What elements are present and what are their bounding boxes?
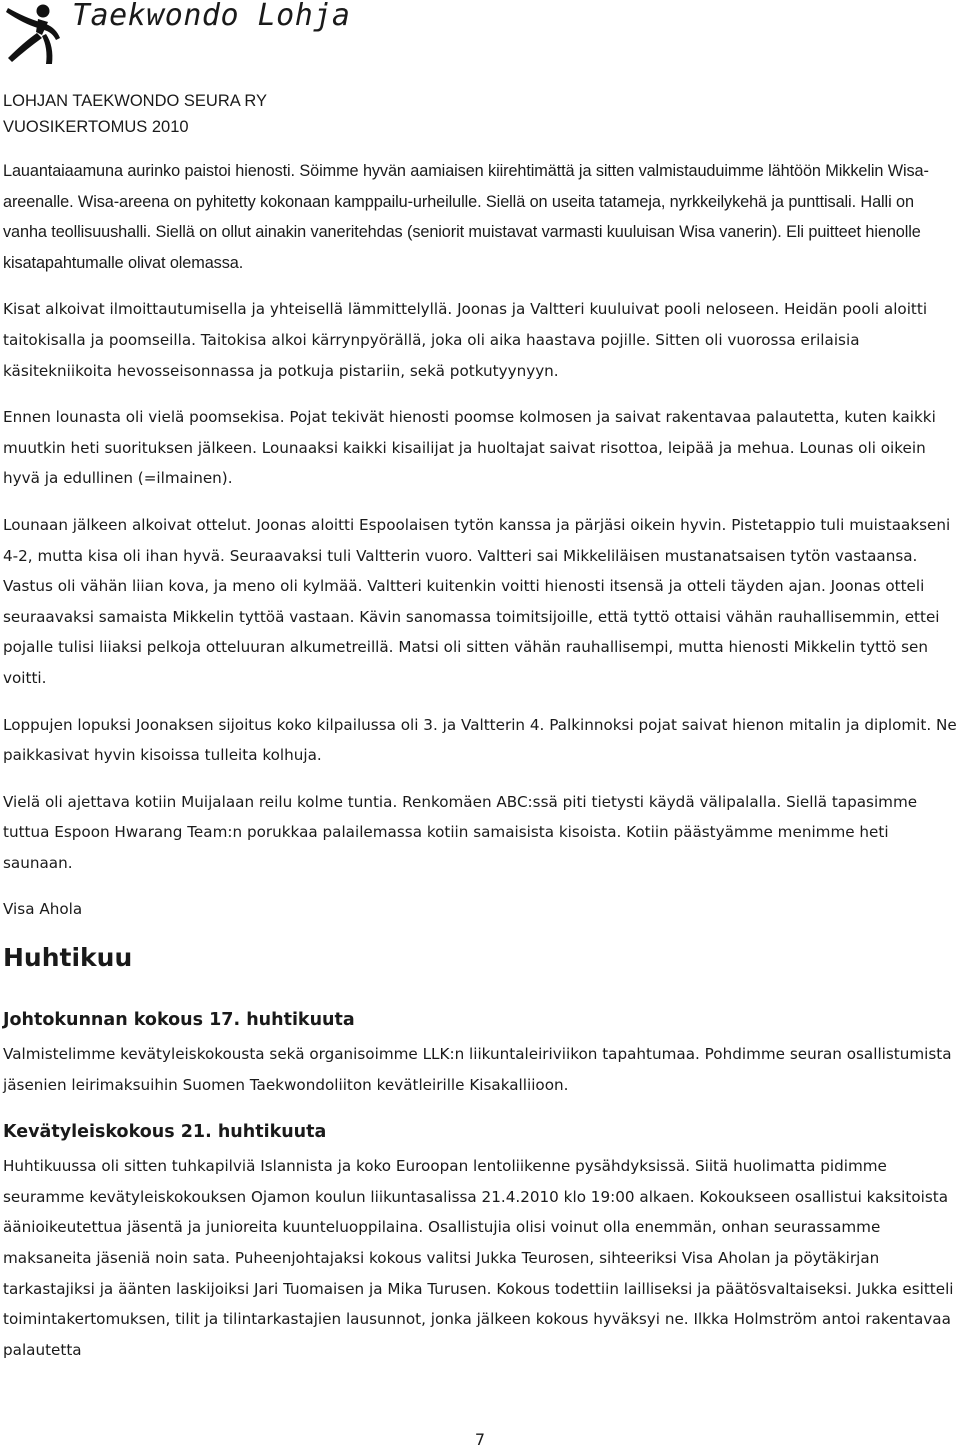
org-heading bbox=[3, 88, 267, 140]
paragraph: Lauantaiaamuna aurinko paistoi hienosti. Söimme hyvän aamiaisen kiirehtimättä ja sitten valmistauduimme lähtöön Mikkelin Wisa-areenalle. Wisa-areena on pyhitetty kokonaan kamppailu-urheilulle. Siellä on useita tatameja, nyrkkeilykehä ja punttisali. Halli on vanha teollisuushalli. Siellä on ollut ainakin vaneritehdas (seniorit muistavat varmasti kuuluisan Wisa vanerin). Eli puitteet hienolle kisatapahtumalle olivat olemassa. bbox=[3, 162, 929, 272]
paragraph: Huhtikuussa oli sitten tuhkapilviä Islannista ja koko Euroopan lentoliikenne pysähdyksissä. Siitä huolimatta pidimme seuramme kevätyleiskokouksen Ojamon koulun liikuntasalissa 21.4.2010 klo 19:00 alkaen. Kokoukseen osallistui kaksitoista äänioikeutettua jäsentä ja junioreita kuunteluoppilaina. Osallistujia olisi voinut olla enemmän, onhan seurassamme maksaneita jäseniä noin sata. Puheenjohtajaksi kokous valitsi Jukka Teurosen, sihteeriksi Visa Aholan ja pöytäkirjan tarkastajiksi ja äänten laskijoiksi Jari Tuomaisen ja Mika Turusen. Kokous todettiin lailliseksi ja päätösvaltaiseksi. Jukka esitteli toimintakertomuksen, tilit ja tilintarkastajien lausunnot, jonka jälkeen kokous hyväksyi ne. Ilkka Holmström antoi rakentavaa palautetta bbox=[3, 1157, 954, 1359]
paragraph: Loppujen lopuksi Joonaksen sijoitus koko kilpailussa oli 3. ja Valtterin 4. Palkinnoksi pojat saivat hienon mitalin ja diplomit. Ne paikkasivat hyvin kisoissa tulleita kolhuja. bbox=[3, 715, 957, 765]
report-title: VUOSIKERTOMUS 2010 bbox=[3, 118, 189, 136]
paragraph: Kisat alkoivat ilmoittautumisella ja yhteisellä lämmittelyllä. Joonas ja Valtteri kuuluivat pooli neloseen. Heidän pooli aloitti taitokisalla ja poomseilla. Taitokisa alkoi kärrynpyörällä, joka oli aika haastava pojille. Sitten oli vuorossa erilaisia käsitekniikoita hevosseisonnassa ja potkuja pistariin, sekä potkutyynyyn. bbox=[3, 300, 928, 380]
author-signature: Visa Ahola bbox=[3, 900, 83, 919]
paragraph: Vielä oli ajettava kotiin Muijalaan reilu kolme tuntia. Renkomäen ABC:ssä piti tietysti käydä välipalalla. Siellä tapasimme tuttua Espoon Hwarang Team:n porukkaa palailemassa kotiin samaisista kisoista. Kotiin päästyämme menimme heti saunaan. bbox=[3, 792, 918, 872]
section-heading-spring-meeting: Kevätyleiskokous 21. huhtikuuta bbox=[3, 1122, 327, 1143]
month-heading: Huhtikuu bbox=[3, 943, 133, 973]
page-header bbox=[0, 0, 960, 140]
org-name: LOHJAN TAEKWONDO SEURA RY bbox=[3, 92, 268, 110]
brand-title: Taekwondo Lohja bbox=[72, 0, 351, 33]
paragraph: Valmistelimme kevätyleiskokousta sekä organisoimme LLK:n liikuntaleiriviikon tapahtumaa. Pohdimme seuran osallistumista jäsenien leirimaksuihin Suomen Taekwondoliiton kevätleirille Kisakalliioon. bbox=[3, 1045, 952, 1094]
paragraph: Lounaan jälkeen alkoivat ottelut. Joonas aloitti Espoolaisen tytön kanssa ja pärjäsi oikein hyvin. Pistetappio tuli muistaakseni 4-2, mutta kisa oli ihan hyvä. Seuraavaksi tuli Valtterin vuoro. Valtteri sai Mikkeliläisen mustanatsaisen tytön vastaansa. Vastus oli vähän liian kova, ja meno oli kylmää. Valtteri kuitenkin voitti hienosti itsensä ja otteli täyden ajan. Joonas otteli seuraavaksi samaista Mikkelin tyttöä vastaan. Kävin sanomassa toimitsijoille, että tyttö ottaisi vähän rauhallisemmin, ettei pojalle tulisi liiaksi pelkoja otteluuran alkumetreillä. Matsi oli sitten vähän rauhallisempi, mutta hienosti Mikkelin tyttö sen voitti. bbox=[3, 515, 951, 687]
page-number: 7 bbox=[474, 1430, 486, 1449]
section-heading-board-meeting: Johtokunnan kokous 17. huhtikuuta bbox=[3, 1010, 355, 1031]
paragraph: Ennen lounasta oli vielä poomsekisa. Pojat tekivät hienosti poomse kolmosen ja saivat rakentavaa palautetta, kuten kaikki muutkin heti suorituksen jälkeen. Lounaaksi kaikki kisailijat ja huoltajat saivat risottoa, leipää ja mehua. Lounas oli oikein hyvä ja edullinen (=ilmainen). bbox=[3, 408, 936, 488]
taekwondo-kicker-logo-icon bbox=[2, 2, 62, 66]
document-body bbox=[3, 156, 958, 1381]
